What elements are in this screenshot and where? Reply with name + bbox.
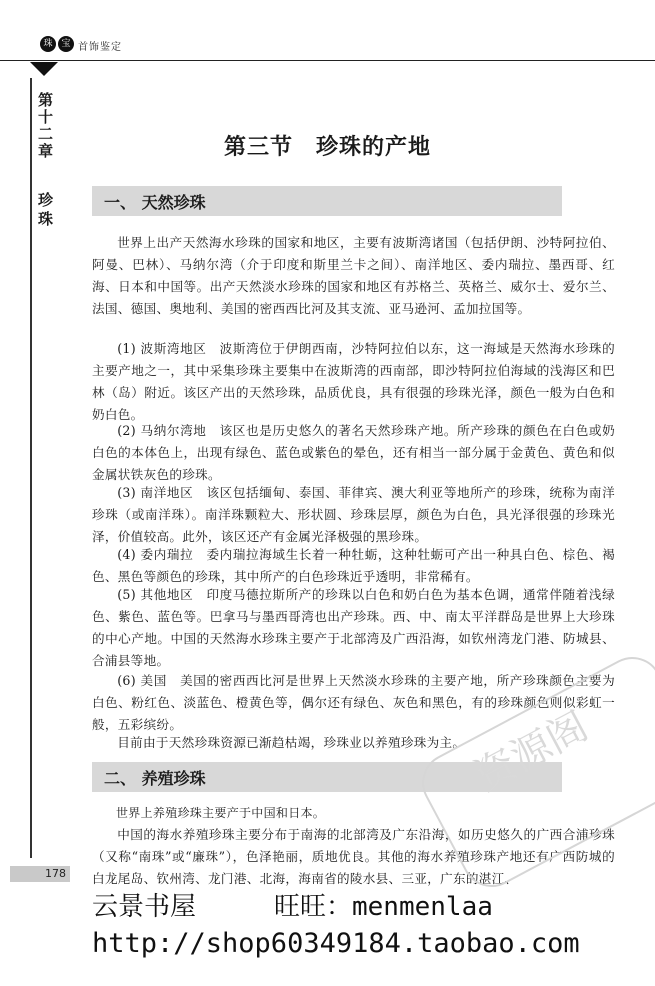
diamond-icon [30,62,58,76]
paragraph-item-2: (2) 马纳尔湾地 该区也是历史悠久的著名天然珍珠产地。所产珍珠的颜色在白色或奶白色的本体色上，出现有绿色、蓝色或紫色的晕色，还有相当一部分属于金黄色、黄色和似金属状铁灰色的珍珠。 [92,423,615,482]
subheading-natural-pearl [92,186,562,216]
paragraph-natural-outro: 目前由于天然珍珠资源已渐趋枯竭，珍珠业以养殖珍珠为主。 [117,735,466,750]
paragraph-natural-intro: 世界上出产天然海水珍珠的国家和地区，主要有波斯湾诸国（包括伊朗、沙特阿拉伯、阿曼、巴林）、马纳尔湾（介于印度和斯里兰卡之间）、南洋地区、委内瑞拉、墨西哥、红海、日本和中国等。出产天然淡水珍珠的国家和地区有苏格兰、英格兰、威尔士、爱尔兰、法国、德国、奥地利、美国的密西西比河及其支流、亚马逊河、孟加拉国等。 [92,235,615,316]
subheading-cultured-label: 二、 养殖珍珠 [104,768,206,788]
header-badge-char-2: 宝 [58,36,74,52]
header-title: 首饰鉴定 [78,42,122,53]
subheading-natural-label: 一、 天然珍珠 [104,192,206,212]
section-title: 第三节 珍珠的产地 [223,135,431,160]
paragraph-cultured-intro: 世界上养殖珍珠主要产于中国和日本。 [116,806,326,820]
paragraph-item-5: (5) 其他地区 印度马德拉斯所产的珍珠以白色和奶白色为基本色调，通常伴随着浅绿色、紫色、蓝色等。巴拿马与墨西哥湾也出产珍珠。西、中、南太平洋群岛是世界上大珍珠的中心产地。中国的天然海水珍珠主要产于北部湾及广西沿海，如钦州湾龙门港、防城县、合浦县等地。 [92,587,615,668]
watermark-shop-line: 云景书屋 旺旺：menmenlaa [92,892,493,922]
page-header [0,0,655,62]
page-number: 178 [10,866,70,882]
paragraph-item-6: (6) 美国 美国的密西西比河是世界上天然淡水珍珠的主要产地，所产珍珠颜色主要为白色、粉红色、淡蓝色、橙黄色等，偶尔还有绿色、灰色和黑色，有的珍珠颜色则似彩虹一般，五彩缤纷。 [92,673,615,732]
paragraph-item-1: (1) 波斯湾地区 波斯湾位于伊朗西南，沙特阿拉伯以东，这一海域是天然海水珍珠的主要产地之一，其中采集珍珠主要集中在波斯湾的西南部，即沙特阿拉伯海域的浅海区和巴林（岛）附近。该区产出的天然珍珠，品质优良，具有很强的珍珠光泽，颜色一般为白色和奶白色。 [92,341,615,422]
sidebar-divider [30,78,32,858]
paragraph-item-3: (3) 南洋地区 该区包括缅甸、泰国、菲律宾、澳大利亚等地所产的珍珠，统称为南洋珍珠（或南洋珠）。南洋珠颗粒大、形状圆、珍珠层厚，颜色为白色，具光泽很强的珍珠光泽，价值较高。此外，该区还产有金属光泽极强的黑珍珠。 [92,485,615,544]
paragraph-cultured-china: 中国的海水养殖珍珠主要分布于南海的北部湾及广东沿海，如历史悠久的广西合浦珍珠（又称“南珠”或“廉珠”），色泽艳丽，质地优良。其他的海水养殖珍珠产地还有广西防城的白龙尾岛、钦州湾、龙门港、北海，海南省的陵水县、三亚，广东的湛江、 [92,827,615,886]
chapter-label: 第十二章 [36,92,54,160]
paragraph-item-4: (4) 委内瑞拉 委内瑞拉海域生长着一种牡蛎，这种牡蛎可产出一种具白色、棕色、褐色、黑色等颜色的珍珠，其中所产的白色珍珠近乎透明，非常稀有。 [92,547,615,584]
chapter-topic-label: 珍珠 [36,192,54,230]
watermark-stamp-text: 资源阁 [467,703,596,801]
watermark-url-line: http://shop60349184.taobao.com [92,928,580,959]
header-badge-char-1: 珠 [40,36,56,52]
header-divider [0,60,655,61]
